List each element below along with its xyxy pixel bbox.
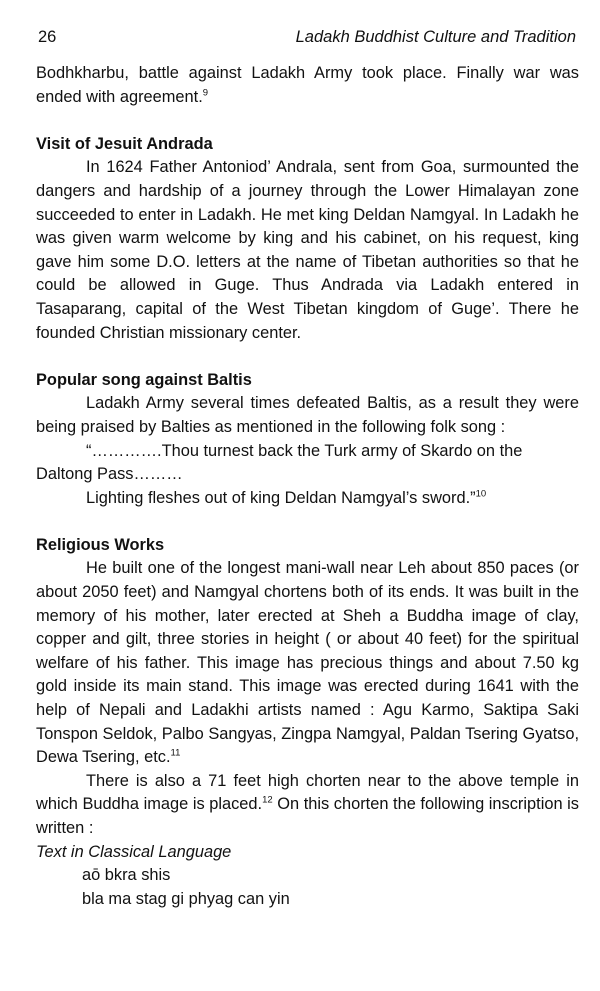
inscription-line-2: bla ma stag gi phyag can yin xyxy=(82,889,290,908)
song-quote-line-2: Daltong Pass……… xyxy=(36,465,183,484)
religious-text-2b: On this chorten the following inscription is written : xyxy=(36,795,579,837)
footnote-ref-12: 12 xyxy=(262,794,273,806)
heading-religious: Religious Works xyxy=(36,535,165,554)
footnote-ref-10: 10 xyxy=(475,488,487,500)
heading-andrada: Visit of Jesuit Andrada xyxy=(36,134,213,153)
intro-paragraph xyxy=(36,62,579,109)
song-quote-text: Lighting fleshes out of king Deldan Namgyal’s sword.” xyxy=(86,488,476,507)
page-number: 26 xyxy=(38,28,57,46)
song-quote-line-3 xyxy=(36,487,579,511)
heading-song: Popular song against Baltis xyxy=(36,370,252,389)
andrada-paragraph: In 1624 Father Antoniod’ Andrala, sent from Goa, surmounted the dangers and hardship of a journey through the Lower Himalayan zone succeeded to enter in Ladakh. He met king Deldan Namgyal. In Ladakh he was given warm welcome by king and his cabinet, on his request, king gave him some D.O. letters at the name of Tibetan authorities so that he could be allowed in Guge. Thus Andrada via Ladakh entered in Tasaparang, capital of the West Tibetan kingdom of Guge’. There he founded Christian missionary center. xyxy=(36,158,579,342)
religious-text-2a: There is also a 71 feet high chorten near to the above temple in which Buddha image is placed. xyxy=(36,771,579,814)
intro-text: Bodhkharbu, battle against Ladakh Army took place. Finally war was ended with agreement. xyxy=(36,64,579,106)
religious-paragraph-2 xyxy=(36,770,579,841)
song-paragraph: Ladakh Army several times defeated Baltis, as a result they were being praised by Balties as mentioned in the following folk song : xyxy=(36,394,579,436)
footnote-ref-9: 9 xyxy=(202,87,209,99)
religious-paragraph-1 xyxy=(36,557,579,769)
page-body xyxy=(36,62,579,911)
religious-text-1: He built one of the longest mani-wall near Leh about 850 paces (or about 2050 feet) and Namgyal chortens both of its ends. It was built in the memory of his mother, later erected at Sheh a Buddha image of clay, copper and gilt, three stories in height ( or about 40 feet) for the spiritual welfare of his father. This image has precious things and about 7.50 kg gold inside its main stand. This image was erected during 1641 with the help of Nepali and Ladakhi artists named : Agu Karmo, Saktipa Saki Tonspon Seldok, Palbo Sangyas, Zingpa Namgyal, Paldan Tsering Gyatso, Dewa Tsering, etc. xyxy=(36,559,579,767)
inscription-line-1: aō bkra shis xyxy=(82,866,171,885)
running-title: Ladakh Buddhist Culture and Tradition xyxy=(295,28,576,46)
footnote-ref-11: 11 xyxy=(170,747,181,759)
song-quote-line-1: “………….Thou turnest back the Turk army of Skardo on the xyxy=(86,441,523,460)
classical-language-label: Text in Classical Language xyxy=(36,842,232,861)
